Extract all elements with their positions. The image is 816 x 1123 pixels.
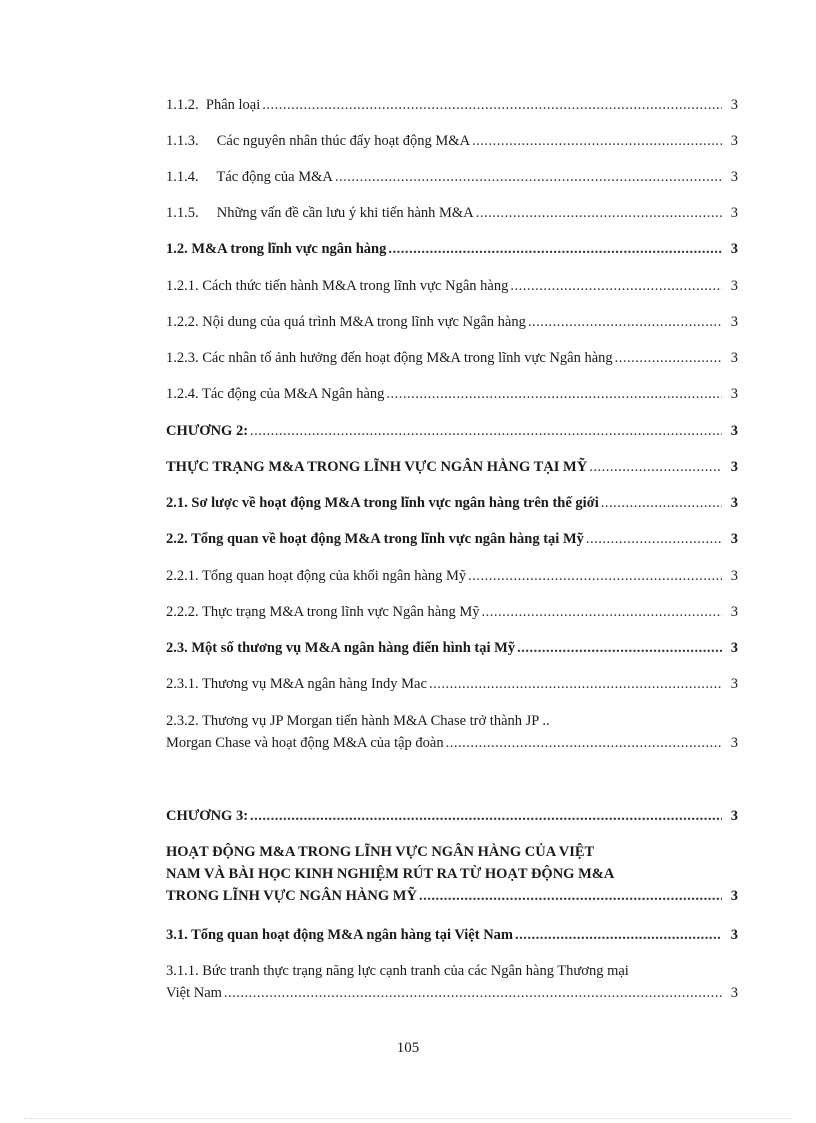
toc-entry [166,565,738,587]
dot-leader [601,492,722,514]
toc-page: 3 [730,808,738,824]
toc-label: 2.2.1. Tổng quan hoạt động của khối ngân hàng Mỹ [166,568,467,584]
toc-label: 3.1. Tổng quan hoạt động M&A ngân hàng tại Việt Nam [166,927,514,943]
toc-label: 1.1.3. Các nguyên nhân thúc đẩy hoạt động M&A [166,133,471,149]
toc-label: Morgan Chase và hoạt động M&A của tập đoàn [166,735,444,751]
toc-label: CHƯƠNG 2: [166,423,249,439]
toc-entry-chapter [166,805,738,827]
toc-page: 3 [730,278,738,294]
toc-label: 2.2. Tổng quan về hoạt động M&A trong lĩnh vực ngân hàng tại Mỹ [166,531,584,547]
toc-entry [166,166,738,188]
dot-leader [476,202,722,224]
toc-entry-section [166,924,738,946]
toc-page: 3 [730,735,738,751]
toc-page: 3 [730,241,738,257]
toc-label: 1.2.1. Cách thức tiến hành M&A trong lĩnh vực Ngân hàng [166,278,509,294]
toc-label-line: 3.1.1. Bức tranh thực trạng năng lực cạnh tranh của các Ngân hàng Thương mại [166,963,629,979]
toc-entry [166,383,738,405]
toc-entry [166,673,738,695]
toc-label: 2.3. Một số thương vụ M&A ngân hàng điển hình tại Mỹ [166,640,516,656]
dot-leader [388,238,722,260]
dot-leader [386,383,722,405]
toc-page: 3 [730,927,738,943]
toc-label: 1.1.2. Phân loại [166,97,261,113]
toc-label: THỰC TRẠNG M&A TRONG LĨNH VỰC NGÂN HÀNG TẠI MỸ [166,459,588,475]
toc-page: 3 [730,495,738,511]
toc-label: 2.2.2. Thực trạng M&A trong lĩnh vực Ngân hàng Mỹ [166,604,480,620]
page-bottom-divider [24,1118,792,1119]
dot-leader [589,456,722,478]
toc-page: 3 [730,640,738,656]
toc-label: 1.1.5. Những vấn đề cần lưu ý khi tiến hành M&A [166,205,474,221]
dot-leader [262,94,722,116]
toc-entry [166,347,738,369]
toc-entry [166,94,738,116]
toc-entry [166,275,738,297]
toc-page: 3 [730,97,738,113]
toc-entry-section [166,238,738,260]
dot-leader [528,311,722,333]
toc-label: 1.1.4. Tác động của M&A [166,169,333,185]
toc-page: 3 [730,314,738,330]
toc-label-line: 2.3.2. Thương vụ JP Morgan tiến hành M&A Chase trở thành JP .. [166,713,550,729]
toc-label: 2.1. Sơ lược về hoạt động M&A trong lĩnh vực ngân hàng trên thế giới [166,495,599,511]
dot-leader [468,565,722,587]
toc-label-line: HOẠT ĐỘNG M&A TRONG LĨNH VỰC NGÂN HÀNG CỦA VIỆT [166,844,595,860]
toc-entry-section [166,528,738,550]
toc-entry [166,130,738,152]
toc-entry [166,601,738,623]
toc-page: 3 [730,604,738,620]
toc-entry-multiline [166,710,738,754]
dot-leader [586,528,722,550]
toc-label: CHƯƠNG 3: [166,808,249,824]
toc-page: 3 [730,133,738,149]
dot-leader [250,805,722,827]
toc-page: 3 [730,386,738,402]
dot-leader [472,130,722,152]
toc-label: 1.2.2. Nội dung của quá trình M&A trong lĩnh vực Ngân hàng [166,314,526,330]
toc-page: 3 [730,676,738,692]
toc-label: 1.2. M&A trong lĩnh vực ngân hàng [166,241,387,257]
toc-entry-multiline [166,960,738,1004]
toc-label-line: NAM VÀ BÀI HỌC KINH NGHIỆM RÚT RA TỪ HOẠT ĐỘNG M&A [166,866,615,882]
dot-leader [515,924,722,946]
dot-leader [224,982,722,1004]
toc-label: TRONG LĨNH VỰC NGÂN HÀNG MỸ [166,888,417,904]
dot-leader [335,166,722,188]
dot-leader [446,732,722,754]
dot-leader [615,347,722,369]
dot-leader [481,601,722,623]
dot-leader [517,637,722,659]
toc-label: 2.3.1. Thương vụ M&A ngân hàng Indy Mac [166,676,427,692]
toc-entry-chapter-title [166,456,738,478]
toc-entry [166,202,738,224]
toc-page: 3 [730,568,738,584]
toc-page: 3 [730,423,738,439]
toc-page: 3 [730,169,738,185]
toc-entry-chapter [166,420,738,442]
toc-label: 1.2.3. Các nhân tố ảnh hưởng đến hoạt động M&A trong lĩnh vực Ngân hàng [166,350,613,366]
toc-page: 3 [730,888,738,904]
toc-entry-section [166,492,738,514]
page-number: 105 [396,1040,420,1056]
toc-entry-chapter-title [166,841,738,907]
toc-page: 3 [730,985,738,1001]
toc-entry [166,311,738,333]
toc-label: 1.2.4. Tác động của M&A Ngân hàng [166,386,385,402]
toc-page: 3 [730,531,738,547]
dot-leader [429,673,722,695]
dot-leader [250,420,722,442]
toc-page: 3 [730,459,738,475]
dot-leader [419,885,722,907]
toc-entry-section [166,637,738,659]
dot-leader [510,275,722,297]
toc-label: Việt Nam [166,985,222,1001]
toc-page: 3 [730,350,738,366]
toc-page: 3 [730,205,738,221]
